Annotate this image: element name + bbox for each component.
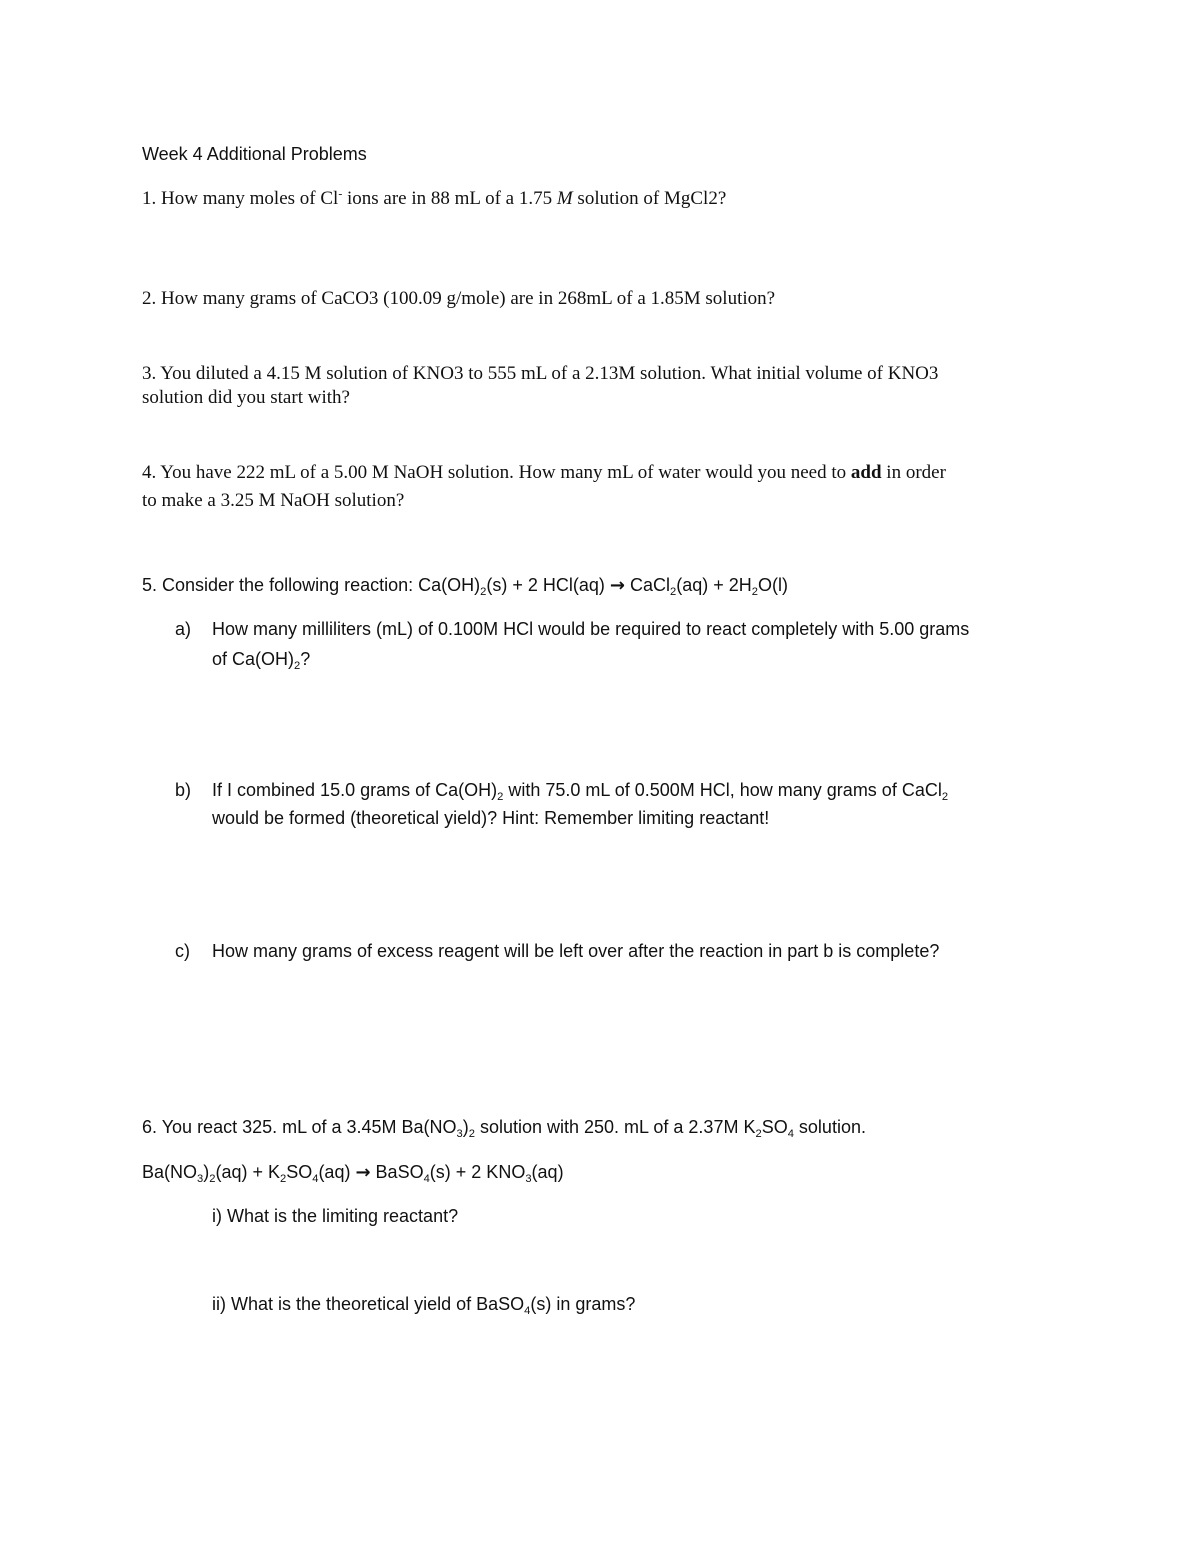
q5-text-d: (aq) + 2H [676, 575, 752, 595]
eq-subscript-3: 2 [279, 1172, 287, 1185]
eq-text-f: BaSO [370, 1162, 424, 1182]
part-ii-text-a: ii) What is the theoretical yield of BaSO [212, 1294, 525, 1314]
q1-text-d: ? [717, 188, 727, 209]
q4-text-b: in order [881, 462, 946, 483]
question-5-intro [142, 575, 788, 597]
q6-text-d: SO [761, 1117, 788, 1137]
q1-charge: - [338, 187, 343, 201]
q1-text-a: 1. How many moles of Cl [142, 188, 339, 209]
part-a-text-b: ? [300, 649, 311, 669]
q3-text-a: 3. You diluted a 4.15 M solution of KNO [142, 363, 454, 384]
part-b-subscript-1: 2 [497, 790, 504, 803]
eq-subscript-5: 4 [423, 1172, 430, 1185]
q5-text-e: O(l) [758, 575, 788, 595]
eq-text-c: (aq) + K [215, 1162, 280, 1182]
eq-subscript-4: 4 [312, 1172, 319, 1185]
q4-bold-word: add [850, 462, 882, 483]
eq-text-a: Ba(NO [142, 1162, 198, 1182]
q2-subscript: 3 [368, 288, 379, 309]
question-3-line-1 [142, 363, 938, 386]
q6-text-a: 6. You react 325. mL of a 3.45M Ba(NO [142, 1117, 457, 1137]
q6-text-c: solution with 250. mL of a 2.37M K [474, 1117, 756, 1137]
q1-unit: M [556, 188, 573, 209]
q1-text-b: ions are in 88 mL of a 1.75 [342, 188, 557, 209]
eq-text-e: (aq) [318, 1162, 356, 1182]
part-a-line-1: How many milliliters (mL) of 0.100M HCl would be required to react completely with 5.00 grams [212, 619, 970, 639]
q6-text-b: ) [462, 1117, 469, 1137]
eq-text-b: ) [203, 1162, 210, 1182]
part-b-text-b: with 75.0 mL of 0.500M HCl, how many grams of CaCl [503, 780, 942, 800]
part-b-line-2: would be formed (theoretical yield)? Hint: Remember limiting reactant! [212, 808, 770, 828]
q5-subscript-2: 2 [670, 585, 677, 598]
q6-subscript-1: 3 [456, 1127, 463, 1140]
eq-subscript-1: 3 [197, 1172, 204, 1185]
q5-subscript-3: 2 [751, 585, 758, 598]
eq-text-g: (s) + 2 KNO [429, 1162, 526, 1182]
part-c-line-1: How many grams of excess reagent will be left over after the reaction in part b is complete? [212, 941, 940, 961]
q2-text-a: 2. How many grams of CaCO [142, 288, 369, 309]
q3-text-b: to 555 mL of a 2.13M solution. What initial volume of KNO [463, 363, 929, 384]
q1-subscript: 2 [708, 188, 718, 209]
part-ii-subscript: 4 [524, 1304, 531, 1317]
part-a-subscript: 2 [294, 659, 301, 672]
part-b-label: b) [175, 780, 192, 800]
part-a-line-2 [212, 649, 310, 671]
part-ii-text-b: (s) in grams? [530, 1294, 636, 1314]
part-b-line-1 [212, 780, 948, 802]
part-a-text-a: of Ca(OH) [212, 649, 295, 669]
part-c-label: c) [175, 941, 190, 961]
q5-text-a: 5. Consider the following reaction: Ca(OH) [142, 575, 481, 595]
q5-text-b: (s) + 2 HCl(aq) [486, 575, 610, 595]
q4-text-a: 4. You have 222 mL of a 5.00 M NaOH solution. How many mL of water would you need to [142, 462, 851, 483]
eq-text-d: SO [286, 1162, 313, 1182]
page-title: Week 4 Additional Problems [142, 144, 367, 164]
eq-text-h: (aq) [531, 1162, 564, 1182]
part-b-subscript-2: 2 [941, 790, 949, 803]
eq-subscript-6: 3 [525, 1172, 532, 1185]
question-3-line-2: solution did you start with? [142, 387, 350, 408]
reaction-arrow-icon: → [609, 575, 625, 596]
question-2 [142, 288, 775, 311]
question-4-line-1 [142, 462, 946, 485]
q3-subscript-1: 3 [453, 363, 464, 384]
q5-subscript-1: 2 [480, 585, 487, 598]
q6-text-e: solution. [793, 1117, 866, 1137]
question-6-part-ii [212, 1294, 635, 1316]
eq-subscript-2: 2 [209, 1172, 216, 1185]
question-6-part-i: i) What is the limiting reactant? [212, 1206, 459, 1226]
q5-text-c: CaCl [625, 575, 671, 595]
question-6 [142, 1117, 866, 1139]
question-1 [142, 188, 726, 211]
question-6-equation [142, 1162, 564, 1184]
part-b-text-a: If I combined 15.0 grams of Ca(OH) [212, 780, 498, 800]
q2-text-b: (100.09 g/mole) are in 268mL of a 1.85M solution? [378, 288, 776, 309]
q1-text-c: solution of MgCl [572, 188, 709, 209]
reaction-arrow-icon: → [355, 1162, 371, 1183]
q3-subscript-2: 3 [928, 363, 939, 384]
q6-subscript-3: 2 [755, 1127, 762, 1140]
q6-subscript-2: 2 [468, 1127, 475, 1140]
part-a-label: a) [175, 619, 192, 639]
question-4-line-2: to make a 3.25 M NaOH solution? [142, 490, 405, 511]
q6-subscript-4: 4 [787, 1127, 794, 1140]
